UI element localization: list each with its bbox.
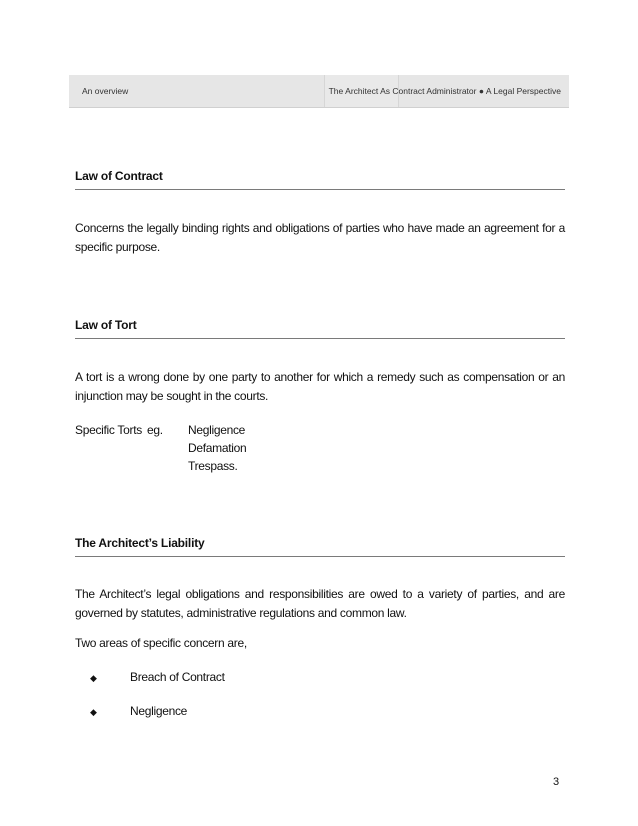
specific-torts-label: Specific Torts	[75, 423, 142, 437]
bullet-diamond-icon: ◆	[90, 673, 97, 683]
page-number: 3	[553, 776, 560, 788]
tort-item: Negligence	[188, 423, 246, 437]
specific-torts-list	[188, 421, 246, 475]
list-item-text: Breach of Contract	[130, 670, 225, 684]
paragraph-architects-liability: The Architect’s legal obligations and responsibilities are owed to a variety of parties, and are governed by statutes, administrative regulations and common law.	[75, 587, 565, 620]
heading-architects-liability: The Architect’s Liability	[75, 536, 565, 557]
header-right-text: The Architect As Contract Administrator ● A Legal Perspective	[328, 86, 561, 96]
paragraph-law-of-contract: Concerns the legally binding rights and obligations of parties who have made an agreement for a specific purpose.	[75, 221, 565, 254]
concern-intro: Two areas of specific concern are,	[75, 636, 247, 650]
list-item-text: Negligence	[130, 704, 188, 718]
tort-item: Defamation	[188, 441, 247, 455]
bullet-diamond-icon: ◆	[90, 707, 97, 717]
page-header	[69, 75, 569, 108]
tort-item: Trespass.	[188, 459, 238, 473]
heading-law-of-tort: Law of Tort	[75, 318, 565, 339]
heading-law-of-contract: Law of Contract	[75, 169, 565, 190]
header-left-text: An overview	[82, 86, 129, 96]
specific-torts-eg: eg.	[147, 423, 163, 437]
paragraph-law-of-tort: A tort is a wrong done by one party to another for which a remedy such as compensation or an injunction may be sought in the courts.	[75, 370, 565, 403]
